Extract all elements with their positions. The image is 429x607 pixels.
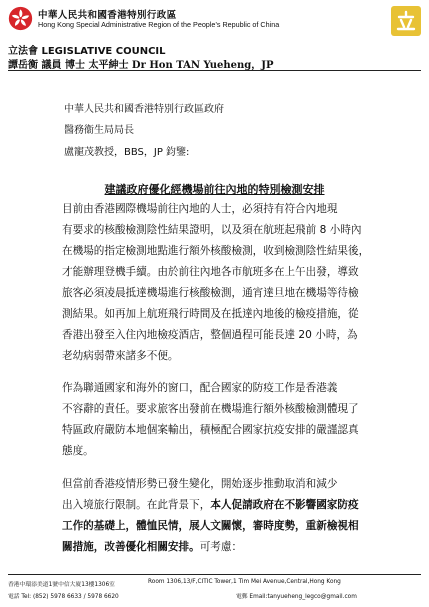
footer-divider <box>8 574 421 575</box>
body-line <box>62 497 359 512</box>
member-title: 譚岳衡 議員 博士 太平紳士 Dr Hon TAN Yueheng，JP <box>8 60 274 71</box>
body-line <box>62 539 242 554</box>
body-line: 但當前香港疫情形勢已發生變化，開始逐步推動取消和減少 <box>62 478 338 490</box>
body-line: 香港出發至入住內地檢疫酒店，整個過程可能長達 20 小時，為 <box>62 329 358 341</box>
emphasis-text: 關措施，改善優化相關安排。 <box>62 541 200 553</box>
body-line: 旅客必須凌晨抵達機場進行核酸檢測，通宵達旦地在機場等待檢 <box>62 287 359 299</box>
addressee-line: 中華人民共和國香港特別行政區政府 <box>64 104 224 115</box>
addressee-line: 醫務衞生局局長 <box>64 125 134 136</box>
body-line: 不容辭的責任。要求旅客出發前在機場進行額外核酸檢測體現了 <box>62 403 359 415</box>
footer-email: 電郵 Email:tanyueheng_legco@gmail.com <box>236 594 357 600</box>
letterhead-english-title: Hong Kong Special Administrative Region of the People’s Republic of China <box>38 20 280 29</box>
header-divider <box>8 70 421 71</box>
council-title: 立法會 LEGISLATIVE COUNCIL <box>8 46 166 57</box>
body-line: 目前由香港國際機場前往內地的人士，必須持有符合內地現 <box>62 203 338 215</box>
emphasis-text: 工作的基礎上，體恤民情，展人文關懷，審時度勢，重新檢視相 <box>62 520 359 532</box>
body-line: 有要求的核酸檢測陰性結果證明，以及須在航班起飛前 8 小時內 <box>62 224 362 236</box>
bauhinia-emblem-icon <box>8 6 33 31</box>
body-line: 作為聯通國家和海外的窗口，配合國家的防疫工作是香港義 <box>62 382 338 394</box>
legco-logo-icon <box>391 6 421 36</box>
letterhead-chinese-title: 中華人民共和國香港特別行政區 <box>38 10 177 21</box>
footer-phone: 電話 Tel: (852) 5978 6633 / 5978 6620 <box>8 594 119 600</box>
body-line: 在機場的指定檢測地點進行額外核酸檢測，收到檢測陰性結果後， <box>62 245 370 257</box>
body-line: 老幼病弱帶來諸多不便。 <box>62 350 179 362</box>
body-line: 特區政府嚴防本地個案輸出，積極配合國家抗疫安排的嚴謹認真 <box>62 424 359 436</box>
body-line <box>62 518 359 533</box>
footer-address-chinese: 香港中環添美道1號中信大廈13樓1306室 <box>8 582 115 588</box>
body-line: 測結果。如再加上航班飛行時間及在抵達內地後的檢疫措施，從 <box>62 308 359 320</box>
letter-subject: 建議政府優化經機場前往內地的特別檢測安排 <box>104 183 325 196</box>
letterhead <box>0 0 429 38</box>
body-line: 態度。 <box>62 445 94 457</box>
footer-address-english: Room 1306,13/F,CITIC Tower,1 Tim Mei Avenue,Central,Hong Kong <box>148 579 341 585</box>
body-text: 可考慮： <box>199 541 243 553</box>
addressee-line: 盧寵茂教授，BBS，JP 鈞鑒: <box>64 147 190 158</box>
emphasis-text: 本人促請政府在不影響國家防疫 <box>210 499 359 511</box>
body-text: 出入境旅行限制。在此背景下， <box>62 499 211 511</box>
body-line: 才能辦理登機手續。由於前往內地各市航班多在上午出發，導致 <box>62 266 359 278</box>
